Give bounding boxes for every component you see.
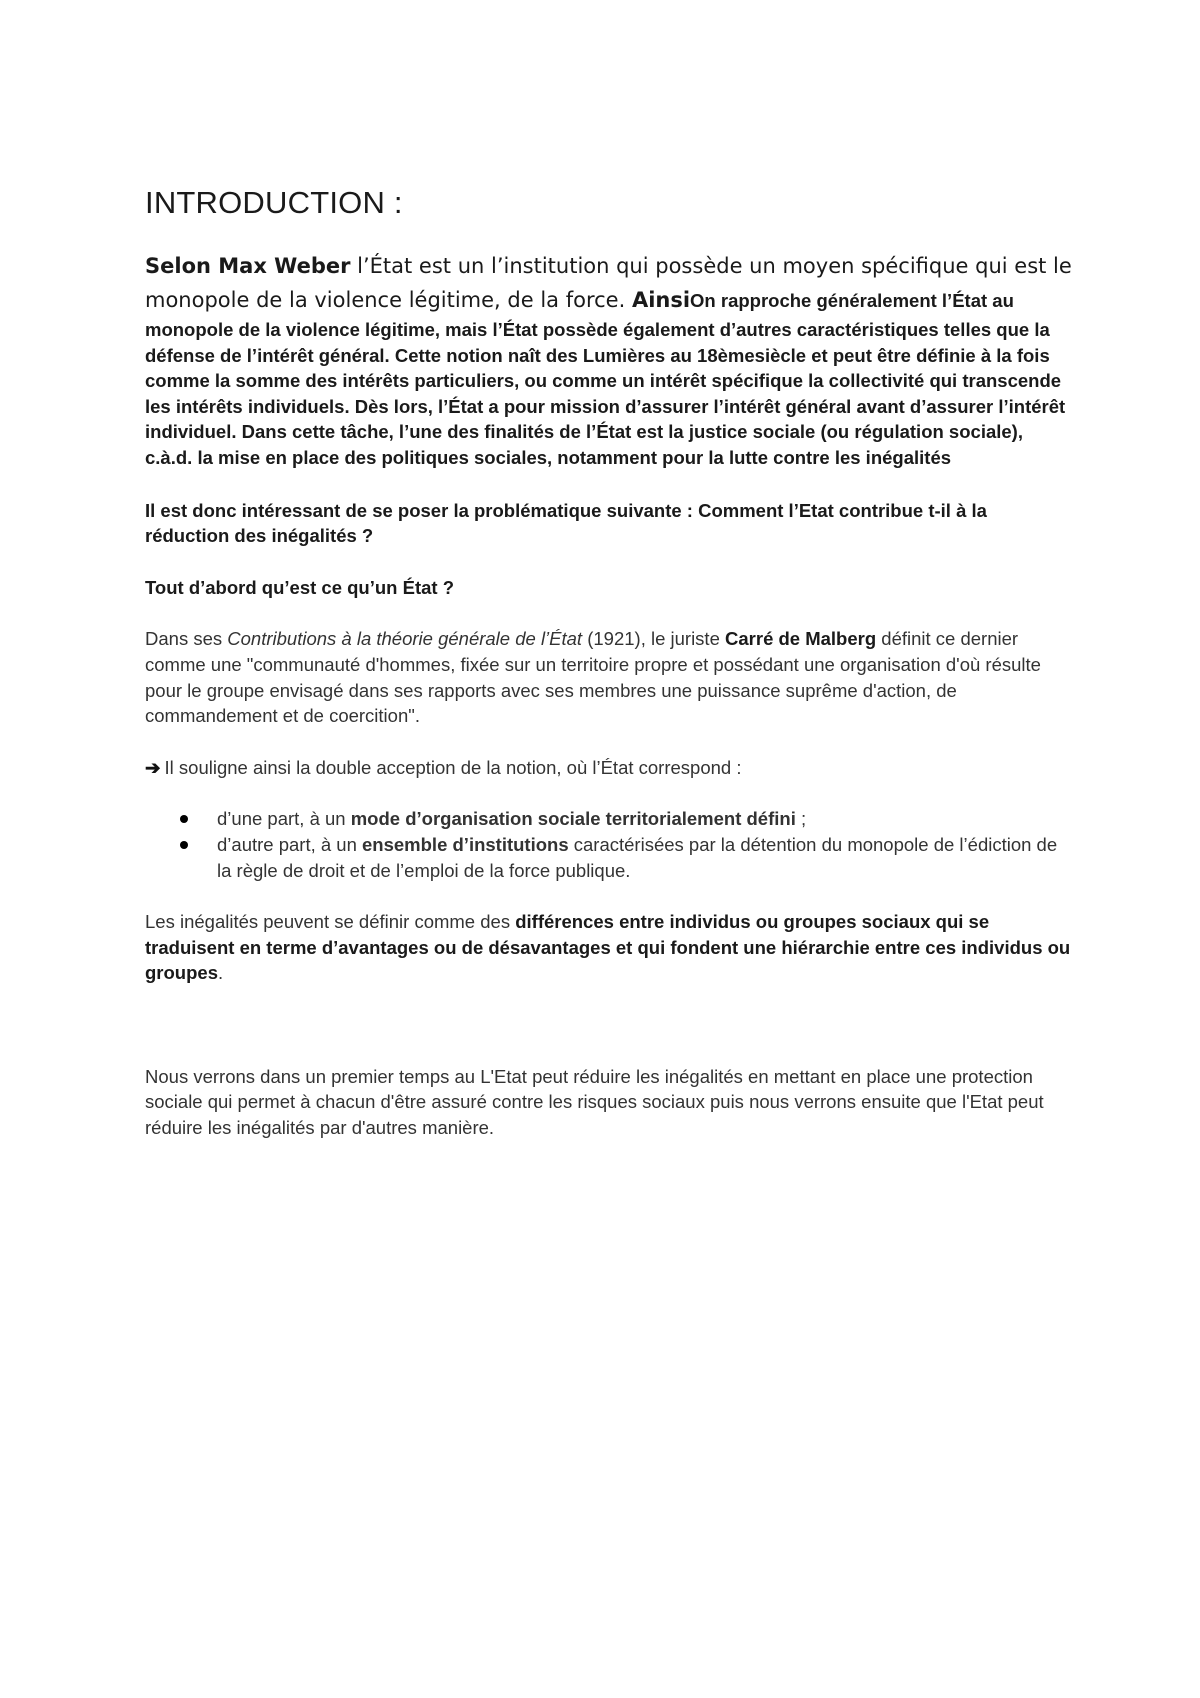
bullet-2-post: caractérisées par la détention du monopole de l’édiction de la règle de droit et de l’emploi de la force publique. [217, 833, 1058, 881]
list-item [217, 806, 1075, 832]
list-item [217, 832, 1075, 883]
question-heading: Tout d’abord qu’est ce qu’un État ? [145, 576, 455, 598]
arrow-right-icon: ➔ [145, 756, 161, 778]
bullet-2-pre: d’autre part, à un [217, 833, 363, 855]
spacer [145, 600, 1075, 626]
intro-body: On rapproche généralement l’État au monopole de la violence légitime, mais l’État possède également d’autres caractéristiques telles que la défense de l’intérêt général. Cette notion naît des Lumières au 18èmesiècle et peut être définie à la fois comme la somme des intérêts particuliers, ou comme un intérêt spécifique la collectivité qui transcende les intérêts individuels. Dès lors, l’État a pour mission d’assurer l’intérêt général avant d’assurer l’intérêt individuel. Dans cette tâche, l’une des finalités de l’État est la justice sociale (ou régulation sociale), c.à.d. la mise en place des politiques sociales, notamment pour la lutte contre les inégalités [145, 290, 1066, 468]
intro-paragraph [145, 249, 1075, 471]
definition-paragraph [145, 626, 1075, 728]
bullet-list [145, 806, 1075, 883]
intro-ainsi: Ainsi [631, 288, 691, 312]
bullet-icon [180, 841, 188, 849]
definition-text-2: (1921), le juriste [582, 628, 726, 650]
definition-author: Carré de Malberg [725, 628, 877, 650]
intro-lead-text: l’État est un l’institution qui possède un moyen spécifique qui est le monopole de la violence légitime, de la force. [145, 254, 1072, 312]
spacer [145, 471, 1075, 498]
souligne-text: Il souligne ainsi la double acception de la notion, où l’État correspond : [164, 756, 742, 778]
inegalites-bold: différences entre individus ou groupes sociaux qui se traduisent en terme d’avantages ou de désavantages et qui fondent une hiérarchie entre ces individus ou groupes [145, 911, 1071, 984]
plan-paragraph: Nous verrons dans un premier temps au L'Etat peut réduire les inégalités en mettant en place une protection sociale qui permet à chacun d'être assuré contre les risques sociaux puis nous verrons ensuite que l'Etat peut réduire les inégalités par d'autres manière. [145, 1065, 1044, 1139]
spacer [145, 986, 1075, 1064]
bullet-2-bold: ensemble d’institutions [362, 833, 569, 855]
bullet-1-pre: d’une part, à un [217, 808, 351, 830]
spacer [145, 883, 1075, 909]
definition-text-3: définit ce dernier comme une "communauté d'hommes, fixée sur un territoire propre et possédant une organisation d'où résulte pour le groupe envisagé dans ses rapports avec ses membres une puissance suprême d'action, de commandement et de coercition". [145, 628, 1041, 727]
spacer [145, 549, 1075, 575]
inegalites-post: . [217, 962, 224, 984]
bullet-1-post: ; [795, 808, 807, 830]
definition-book-title: Contributions à la théorie générale de l’État [227, 628, 583, 650]
bullet-icon [180, 815, 188, 823]
spacer [145, 729, 1075, 755]
souligne-paragraph [145, 755, 1075, 781]
spacer [145, 780, 1075, 806]
problematique-paragraph: Il est donc intéressant de se poser la problématique suivante : Comment l’Etat contribue t-il à la réduction des inégalités ? [145, 499, 987, 547]
intro-lead-bold: Selon Max Weber [145, 254, 351, 278]
definition-text-1: Dans ses [145, 628, 228, 650]
inegalites-pre: Les inégalités peuvent se définir comme des [145, 911, 516, 933]
bullet-1-bold: mode d’organisation sociale territorialement défini [350, 808, 796, 830]
page-title: INTRODUCTION : [145, 185, 403, 220]
inegalites-paragraph [145, 909, 1075, 986]
document-page [145, 185, 1075, 1141]
